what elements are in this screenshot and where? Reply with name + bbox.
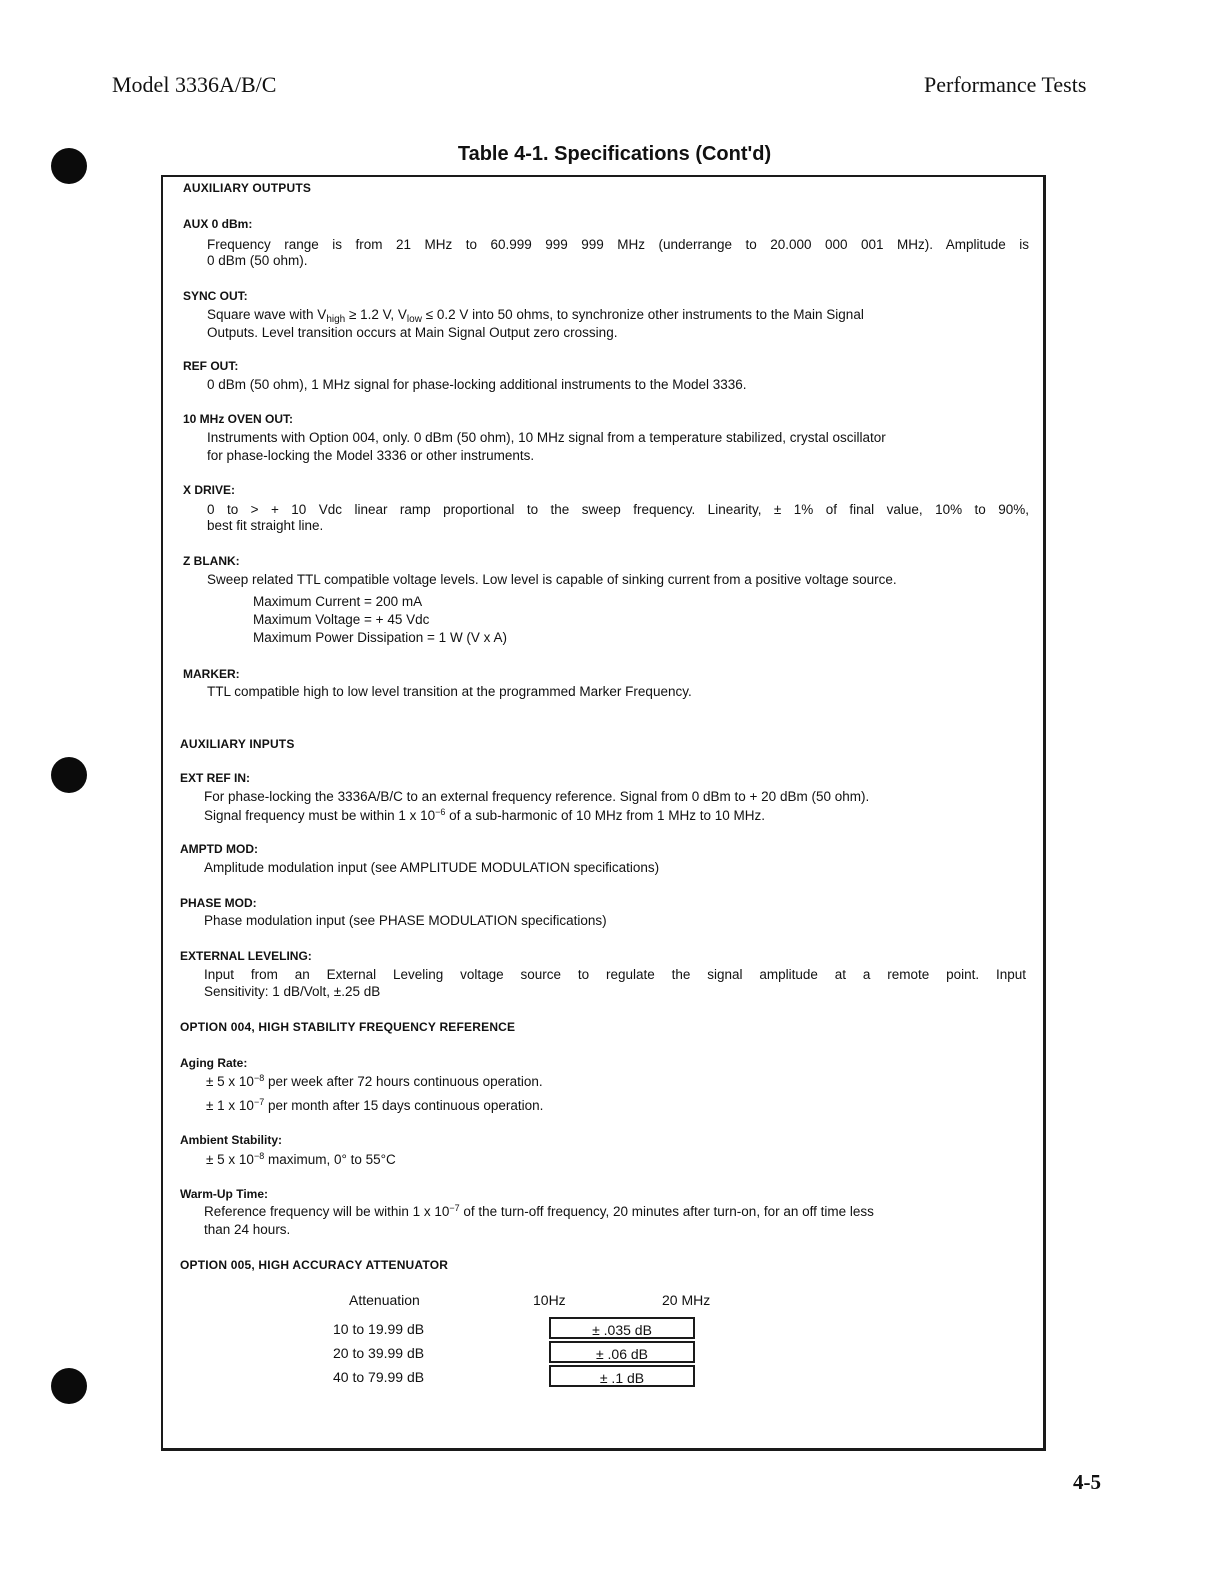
page-number: 4-5 <box>1073 1470 1101 1494</box>
extlev-text-line1: Input from an External Leveling voltage source to regulate the signal amplitude at a remote point. Input <box>204 967 1026 982</box>
section-option-005: OPTION 005, HIGH ACCURACY ATTENUATOR <box>180 1258 449 1272</box>
att-row-range: 10 to 19.99 dB <box>333 1321 425 1337</box>
amptd-text: Amplitude modulation input (see AMPLITUDE MODULATION specifications) <box>204 860 660 875</box>
binder-hole-bottom <box>51 1368 87 1404</box>
aux0-heading: AUX 0 dBm: <box>183 217 253 231</box>
extref-text-line2: Signal frequency must be within 1 x $10^{-6}$ of a sub-harmonic of 10 MHz from 1 MHz to 10 MHz. <box>204 807 766 823</box>
header-section: Performance Tests <box>924 72 1087 97</box>
binder-hole-middle <box>51 757 87 793</box>
col-attenuation: Attenuation <box>349 1292 420 1308</box>
table-title: Table 4-1. Specifications (Cont'd) <box>457 143 772 165</box>
ref-text: 0 dBm (50 ohm), 1 MHz signal for phase-locking additional instruments to the Model 3336. <box>207 377 747 392</box>
col-10hz: 10Hz <box>533 1292 566 1308</box>
ambient-text: ± 5 x $10^{-8}$ maximum, 0° to 55°C <box>206 1151 396 1167</box>
header-model: Model 3336A/B/C <box>112 72 277 97</box>
zblank-max-power: Maximum Power Dissipation = 1 W (V x A) <box>253 630 507 645</box>
phase-heading: PHASE MOD: <box>180 896 257 910</box>
xdrive-text-line2: best fit straight line. <box>207 518 324 533</box>
oven-text-line1: Instruments with Option 004, only. 0 dBm (50 ohm), 10 MHz signal from a temperature stabilized, crystal oscillator <box>207 430 886 445</box>
aging-heading: Aging Rate: <box>180 1056 248 1070</box>
extlev-heading: EXTERNAL LEVELING: <box>180 949 312 963</box>
col-20mhz: 20 MHz <box>662 1292 711 1308</box>
att-row-accuracy: ± .1 dB <box>549 1365 695 1387</box>
phase-text: Phase modulation input (see PHASE MODULATION specifications) <box>204 913 607 928</box>
xdrive-text-line1: 0 to > + 10 Vdc linear ramp proportional to the sweep frequency. Linearity, ± 1% of final value, 10% to 90%, <box>207 502 1029 517</box>
extref-heading: EXT REF IN: <box>180 771 251 785</box>
oven-heading: 10 MHz OVEN OUT: <box>183 412 294 426</box>
aux0-text-line2: 0 dBm (50 ohm). <box>207 253 308 268</box>
sync-heading: SYNC OUT: <box>183 289 248 303</box>
aging-text-line1: ± 5 x $10^{-8}$ per week after 72 hours continuous operation. <box>206 1073 543 1089</box>
att-row-accuracy: ± .06 dB <box>549 1341 695 1363</box>
zblank-heading: Z BLANK: <box>183 554 240 568</box>
aging-text-line2: ± 1 x $10^{-7}$ per month after 15 days continuous operation. <box>206 1097 544 1113</box>
ref-heading: REF OUT: <box>183 359 239 373</box>
xdrive-heading: X DRIVE: <box>183 483 236 497</box>
marker-heading: MARKER: <box>183 667 240 681</box>
att-row-range: 40 to 79.99 dB <box>333 1369 425 1385</box>
extref-text-line1: For phase-locking the 3336A/B/C to an external frequency reference. Signal from 0 dBm to + 20 dBm (50 ohm). <box>204 789 870 804</box>
att-row-accuracy: ± .035 dB <box>549 1317 695 1339</box>
zblank-max-voltage: Maximum Voltage = + 45 Vdc <box>253 612 430 627</box>
section-option-004: OPTION 004, HIGH STABILITY FREQUENCY REFERENCE <box>180 1020 516 1034</box>
zblank-max-current: Maximum Current = 200 mA <box>253 594 423 609</box>
oven-text-line2: for phase-locking the Model 3336 or other instruments. <box>207 448 535 463</box>
section-auxiliary-outputs: AUXILIARY OUTPUTS <box>183 181 312 195</box>
ambient-heading: Ambient Stability: <box>180 1133 283 1147</box>
warmup-text-line1: Reference frequency will be within 1 x $10^{-7}$ of the turn-off frequency, 20 minutes after turn-on, for an off time less <box>204 1203 874 1219</box>
aux0-text-line1: Frequency range is from 21 MHz to 60.999 999 999 MHz (underrange to 20.000 000 001 MHz). Amplitude is <box>207 237 1029 252</box>
section-auxiliary-inputs: AUXILIARY INPUTS <box>180 737 295 751</box>
warmup-text-line2: than 24 hours. <box>204 1222 291 1237</box>
sync-text-line2: Outputs. Level transition occurs at Main Signal Output zero crossing. <box>207 325 618 340</box>
extlev-text-line2: Sensitivity: 1 dB/Volt, ±.25 dB <box>204 984 381 999</box>
sync-text-line1: Square wave with $V_{high} \ge 1.2$ V, $V_{low} \le 0.2$ V into 50 ohms, to synchronize other instruments to the Main Signal <box>207 307 864 325</box>
att-row-range: 20 to 39.99 dB <box>333 1345 425 1361</box>
amptd-heading: AMPTD MOD: <box>180 842 258 856</box>
zblank-text: Sweep related TTL compatible voltage levels. Low level is capable of sinking current from a positive voltage source. <box>207 572 897 587</box>
marker-text: TTL compatible high to low level transition at the programmed Marker Frequency. <box>207 684 692 699</box>
warmup-heading: Warm-Up Time: <box>180 1187 269 1201</box>
